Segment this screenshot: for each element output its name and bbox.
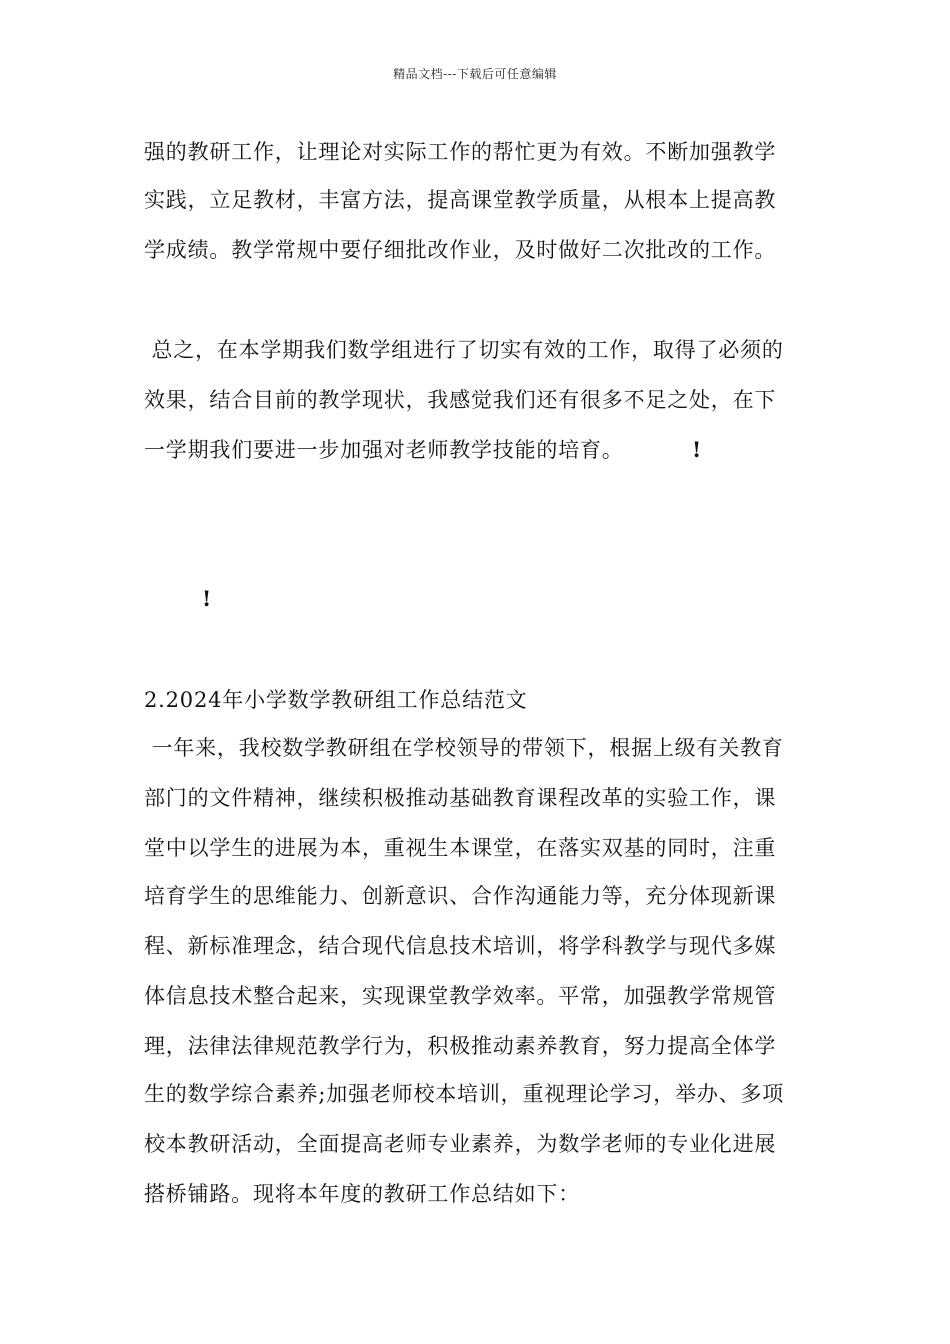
- paragraph-line: 效果，结合目前的教学现状，我感觉我们还有很多不足之处，在下: [144, 388, 777, 412]
- paragraph-line: 校本教研活动，全面提高老师专业素养，为数学老师的专业化进展: [144, 1132, 777, 1156]
- paragraph-line: 堂中以学生的进展为本，重视生本课堂，在落实双基的同时，注重: [144, 836, 777, 860]
- paragraph-line: 实践，立足教材，丰富方法，提高课堂教学质量，从根本上提高教: [144, 188, 777, 212]
- exclamation-mark: !: [692, 437, 702, 462]
- paragraph-line: 搭桥铺路。现将本年度的教研工作总结如下：: [144, 1182, 580, 1206]
- paragraph-line: 程、新标准理念，结合现代信息技术培训，将学科教学与现代多媒: [144, 934, 777, 958]
- paragraph-line: 部门的文件精神，继续积极推动基础教育课程改革的实验工作，课: [144, 786, 777, 810]
- paragraph-line: 培育学生的思维能力、创新意识、合作沟通能力等，充分体现新课: [144, 884, 777, 908]
- paragraph-line: 一年来，我校数学教研组在学校领导的带领下，根据上级有关教育: [144, 736, 784, 760]
- paragraph-line: 一学期我们要进一步加强对老师教学技能的培育。: [144, 438, 624, 462]
- paragraph-line: 强的教研工作，让理论对实际工作的帮忙更为有效。不断加强教学: [144, 140, 777, 164]
- paragraph-line: 生的数学综合素养;加强老师校本培训，重视理论学习，举办、多项: [144, 1082, 785, 1106]
- section-title: 2.2024年小学数学教研组工作总结范文: [144, 688, 528, 712]
- paragraph-line: 体信息技术整合起来，实现课堂教学效率。平常，加强教学常规管: [144, 984, 777, 1008]
- paragraph-line: 学成绩。教学常规中要仔细批改作业，及时做好二次批改的工作。: [144, 238, 777, 262]
- page-header: 精品文档---下载后可任意编辑: [393, 67, 557, 81]
- exclamation-mark: !: [202, 586, 212, 611]
- paragraph-line: 总之，在本学期我们数学组进行了切实有效的工作，取得了必须的: [144, 338, 784, 362]
- paragraph-line: 理，法律法律规范教学行为，积极推动素养教育，努力提高全体学: [144, 1034, 777, 1058]
